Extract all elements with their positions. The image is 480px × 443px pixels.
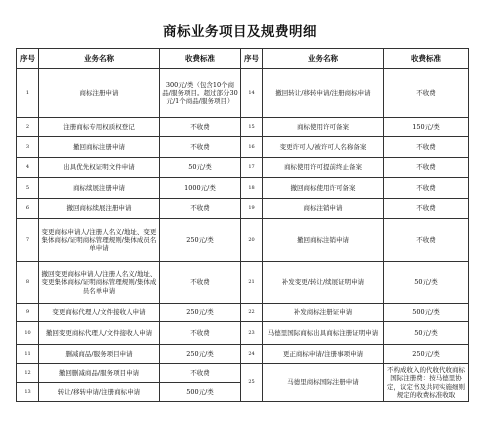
fee-cell: 500元/类 bbox=[160, 383, 241, 402]
serial-cell: 15 bbox=[241, 118, 263, 137]
header-serial: 序号 bbox=[17, 49, 39, 69]
serial-cell: 10 bbox=[17, 322, 39, 345]
serial-cell: 21 bbox=[241, 262, 263, 304]
fee-cell: 50元/类 bbox=[384, 322, 469, 345]
business-name-cell: 补发变更/转让/续展证明申请 bbox=[263, 262, 384, 304]
fee-cell: 50元/类 bbox=[384, 262, 469, 304]
serial-cell: 18 bbox=[241, 178, 263, 199]
serial-cell: 20 bbox=[241, 219, 263, 262]
table-row bbox=[17, 199, 469, 219]
business-name-cell: 变更商标申请人/注册人名义/地址、变更集体商标/证明商标管理规则/集体成员名单申请 bbox=[39, 219, 160, 262]
table-row bbox=[17, 69, 469, 118]
table-row bbox=[17, 364, 469, 383]
serial-cell: 13 bbox=[17, 383, 39, 402]
fee-cell: 不收费 bbox=[384, 137, 469, 158]
serial-cell: 16 bbox=[241, 137, 263, 158]
fee-cell: 不收费 bbox=[160, 137, 241, 158]
fee-cell: 不收费 bbox=[160, 322, 241, 345]
table-row bbox=[17, 262, 469, 304]
business-name-cell: 马德里国际商标出具商标注册证明申请 bbox=[263, 322, 384, 345]
business-name-cell: 商标注销申请 bbox=[263, 199, 384, 219]
fee-cell: 不收费 bbox=[384, 158, 469, 178]
fee-cell: 250元/类 bbox=[160, 345, 241, 364]
serial-cell: 23 bbox=[241, 322, 263, 345]
serial-cell: 1 bbox=[17, 69, 39, 118]
table-row bbox=[17, 304, 469, 322]
business-name-cell: 撤回转让/移转申请/注册商标申请 bbox=[263, 69, 384, 118]
business-name-cell: 撤回变更商标申请人/注册人名义/地址、变更集体商标/证明商标管理规则/集体成员名单申请 bbox=[39, 262, 160, 304]
business-name-cell: 补发商标注册证申请 bbox=[263, 304, 384, 322]
fee-cell: 不收费 bbox=[160, 118, 241, 137]
fee-cell: 不收费 bbox=[160, 364, 241, 383]
serial-cell: 14 bbox=[241, 69, 263, 118]
business-name-cell: 删减商品/服务项目申请 bbox=[39, 345, 160, 364]
fee-cell: 不构成收入的代收代收商标国际注册费：按马德里协定，议定书及共同实施细则规定的收费标准收取 bbox=[384, 364, 469, 402]
table-row bbox=[17, 345, 469, 364]
fee-cell: 不收费 bbox=[384, 219, 469, 262]
fee-cell: 250元/类 bbox=[384, 345, 469, 364]
header-business-name: 业务名称 bbox=[263, 49, 384, 69]
header-fee-standard: 收费标准 bbox=[160, 49, 241, 69]
business-name-cell: 出具优先权证明文件申请 bbox=[39, 158, 160, 178]
business-name-cell: 撤回商标使用许可备案 bbox=[263, 178, 384, 199]
business-name-cell: 撤回商标注册申请 bbox=[39, 137, 160, 158]
fee-cell: 50元/类 bbox=[160, 158, 241, 178]
fee-cell: 不收费 bbox=[384, 69, 469, 118]
fee-cell: 不收费 bbox=[384, 199, 469, 219]
table-row bbox=[17, 322, 469, 345]
table-header-row bbox=[17, 49, 469, 69]
fee-table bbox=[16, 48, 469, 402]
fee-cell: 不收费 bbox=[384, 178, 469, 199]
serial-cell: 8 bbox=[17, 262, 39, 304]
serial-cell: 24 bbox=[241, 345, 263, 364]
serial-cell: 11 bbox=[17, 345, 39, 364]
serial-cell: 22 bbox=[241, 304, 263, 322]
serial-cell: 9 bbox=[17, 304, 39, 322]
business-name-cell: 更正商标申请/注册事项申请 bbox=[263, 345, 384, 364]
serial-cell: 25 bbox=[241, 364, 263, 402]
serial-cell: 3 bbox=[17, 137, 39, 158]
fee-cell: 250元/类 bbox=[160, 304, 241, 322]
business-name-cell: 商标注册申请 bbox=[39, 69, 160, 118]
business-name-cell: 撤回商标续展注册申请 bbox=[39, 199, 160, 219]
fee-cell: 不收费 bbox=[160, 199, 241, 219]
serial-cell: 6 bbox=[17, 199, 39, 219]
business-name-cell: 转让/移转申请/注册商标申请 bbox=[39, 383, 160, 402]
header-fee-standard: 收费标准 bbox=[384, 49, 469, 69]
business-name-cell: 变更商标代理人/文件接收人申请 bbox=[39, 304, 160, 322]
table-row bbox=[17, 158, 469, 178]
business-name-cell: 商标续展注册申请 bbox=[39, 178, 160, 199]
serial-cell: 12 bbox=[17, 364, 39, 383]
header-business-name: 业务名称 bbox=[39, 49, 160, 69]
business-name-cell: 马德里商标国际注册申请 bbox=[263, 364, 384, 402]
business-name-cell: 变更许可人/被许可人名称备案 bbox=[263, 137, 384, 158]
serial-cell: 2 bbox=[17, 118, 39, 137]
header-serial: 序号 bbox=[241, 49, 263, 69]
serial-cell: 5 bbox=[17, 178, 39, 199]
business-name-cell: 撤回变更商标代理人/文件接收人申请 bbox=[39, 322, 160, 345]
business-name-cell: 注册商标专用权质权登记 bbox=[39, 118, 160, 137]
table-row bbox=[17, 118, 469, 137]
fee-cell: 500元/类 bbox=[384, 304, 469, 322]
business-name-cell: 商标使用许可备案 bbox=[263, 118, 384, 137]
table-row bbox=[17, 178, 469, 199]
business-name-cell: 撤回删减商品/服务项目申请 bbox=[39, 364, 160, 383]
fee-cell: 150元/类 bbox=[384, 118, 469, 137]
table-row bbox=[17, 219, 469, 262]
fee-cell: 300元/类（包含10个商品/服务项目。超过部分30元/1个商品/服务项目） bbox=[160, 69, 241, 118]
page-title: 商标业务项目及规费明细 bbox=[163, 24, 317, 40]
business-name-cell: 撤回商标注销申请 bbox=[263, 219, 384, 262]
business-name-cell: 商标使用许可提前终止备案 bbox=[263, 158, 384, 178]
serial-cell: 19 bbox=[241, 199, 263, 219]
fee-cell: 250元/类 bbox=[160, 219, 241, 262]
serial-cell: 7 bbox=[17, 219, 39, 262]
serial-cell: 17 bbox=[241, 158, 263, 178]
table-row bbox=[17, 137, 469, 158]
fee-cell: 不收费 bbox=[160, 262, 241, 304]
fee-cell: 1000元/类 bbox=[160, 178, 241, 199]
serial-cell: 4 bbox=[17, 158, 39, 178]
